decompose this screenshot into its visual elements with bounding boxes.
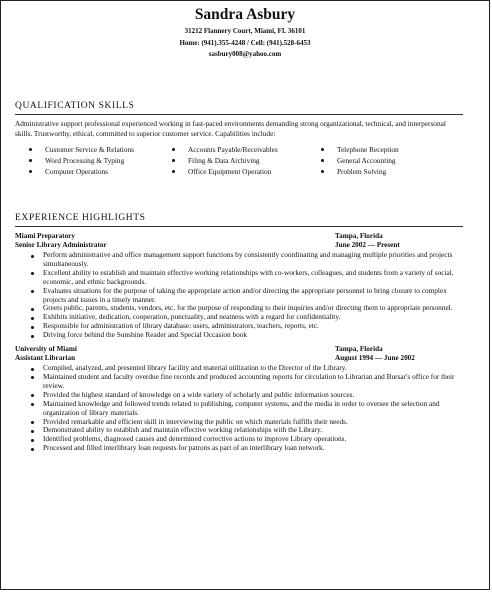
job-dates: June 2002 — Present [335,240,400,249]
skill-item [172,144,321,155]
qualifications-section [15,101,463,177]
bullet-icon [321,148,324,151]
bullet-icon [29,159,32,162]
job-header-row [15,354,463,363]
skill-item [172,155,321,166]
bullet-icon [29,148,32,151]
job-bullet: Provided the highest standard of knowledge on a wide variety of scholarly and public information sources. [43,391,463,400]
skill-item [29,144,172,155]
job-bullet: Maintained student and faculty overdue fine records and produced accounting reports for circulation to Librarian and Bursar's office for their review. [43,373,463,391]
resume-header [1,6,489,61]
bullet-icon [172,170,175,173]
job-bullet: Responsible for administration of library database: users, administrators, teachers, reports, etc. [43,322,463,331]
skill-label: Accounts Payable/Receivables [188,145,278,154]
skill-item [172,166,321,177]
job-bullet: Demonstrated ability to establish and maintain effective working relationships with the Library. [43,426,463,435]
candidate-name: Sandra Asbury [194,6,296,23]
skills-grid [29,144,463,177]
job-bullet: Perform administrative and office management support functions by consistently coordinating and managing multiple priorities and projects simultaneously. [43,251,463,269]
job-list [15,232,463,453]
qualifications-summary: Administrative support professional experienced working in fast-paced environments demanding strong organizational, technical, and interpersonal skills. Trustworthy, ethical, committed to superior customer service. Capabilities include: [15,119,446,138]
bullet-icon [172,148,175,151]
address: 31212 Flannery Court, Miami, FL 36101 [184,27,306,35]
skill-label: Problem Solving [337,167,387,176]
job-header-row [15,345,463,354]
job-bullet: Identified problems, diagnosed causes and determined corrective actions to improve Library operations. [43,435,463,444]
skill-item [321,155,441,166]
skill-label: Customer Service & Relations [45,145,134,154]
job-entry [15,232,463,340]
job-location: Tampa, Florida [335,232,383,240]
job-employer: University of Miami [15,345,77,354]
job-bullets [15,364,463,453]
experience-section [15,213,463,453]
job-bullet: Evaluates situations for the purpose of taking the appropriate action and/or directing the appropriate personnel to bring closure to complex projects and issues in a timely manner. [43,287,463,305]
job-position: Assistant Librarian [15,353,76,362]
skill-label: Office Equipment Operation [188,167,272,176]
phone-numbers: Home: (941).355-4248 / Cell: (941).528-6453 [179,38,311,47]
bullet-icon [321,170,324,173]
job-location: Tampa, Florida [335,345,383,354]
skill-item [29,166,172,177]
skill-item [29,155,172,166]
job-dates: August 1994 — June 2002 [335,353,415,362]
job-bullet: Compiled, analyzed, and presented library facility and material utilization to the Director of the Library. [43,364,463,373]
skill-label: Telephone Reception [337,145,399,154]
skill-label: Word Processing & Typing [45,156,125,165]
experience-title: EXPERIENCE HIGHLIGHTS [15,213,463,227]
job-bullet: Driving force behind the Sunshine Reader and Special Occasion book [43,331,463,340]
job-bullet: Provided remarkable and efficient skill in interviewing the public on which materials fulfills their needs. [43,418,463,427]
job-entry [15,345,463,453]
job-bullets [15,251,463,340]
skill-item [321,144,441,155]
skill-label: Computer Operations [45,167,109,176]
bullet-icon [172,159,175,162]
job-header-row [15,232,463,241]
job-bullet: Greets public, parents, students, vendors, etc. for the purpose of responding to their inquiries and/or directing them to appropriate personnel. [43,304,463,313]
skill-label: General Accounting [337,156,396,165]
job-bullet: Excellent ability to establish and maintain effective working relationships with co-workers, colleagues, and students from a variety of social, economic, and ethnic backgrounds. [43,269,463,287]
job-header-row [15,241,463,250]
job-bullet: Exhibits initiative, dedication, cooperation, punctuality, and neatness with a regard for confidentiality. [43,313,463,322]
job-bullet: Maintained knowledge and followed trends related to publishing, computer systems, and the media in order to oversee the selection and organization of library materials. [43,400,463,418]
skill-label: Filing & Data Archiving [188,156,260,165]
qualifications-title: QUALIFICATION SKILLS [15,101,463,115]
job-bullet: Processed and filled interlibrary loan requests for patrons as part of an interlibrary loan network. [43,444,463,453]
skill-item [321,166,441,177]
job-employer: Miami Preparatory [15,232,75,240]
email: sasbury008@yahoo.com [208,50,282,58]
bullet-icon [321,159,324,162]
bullet-icon [29,170,32,173]
job-position: Senior Library Administrator [15,240,107,249]
